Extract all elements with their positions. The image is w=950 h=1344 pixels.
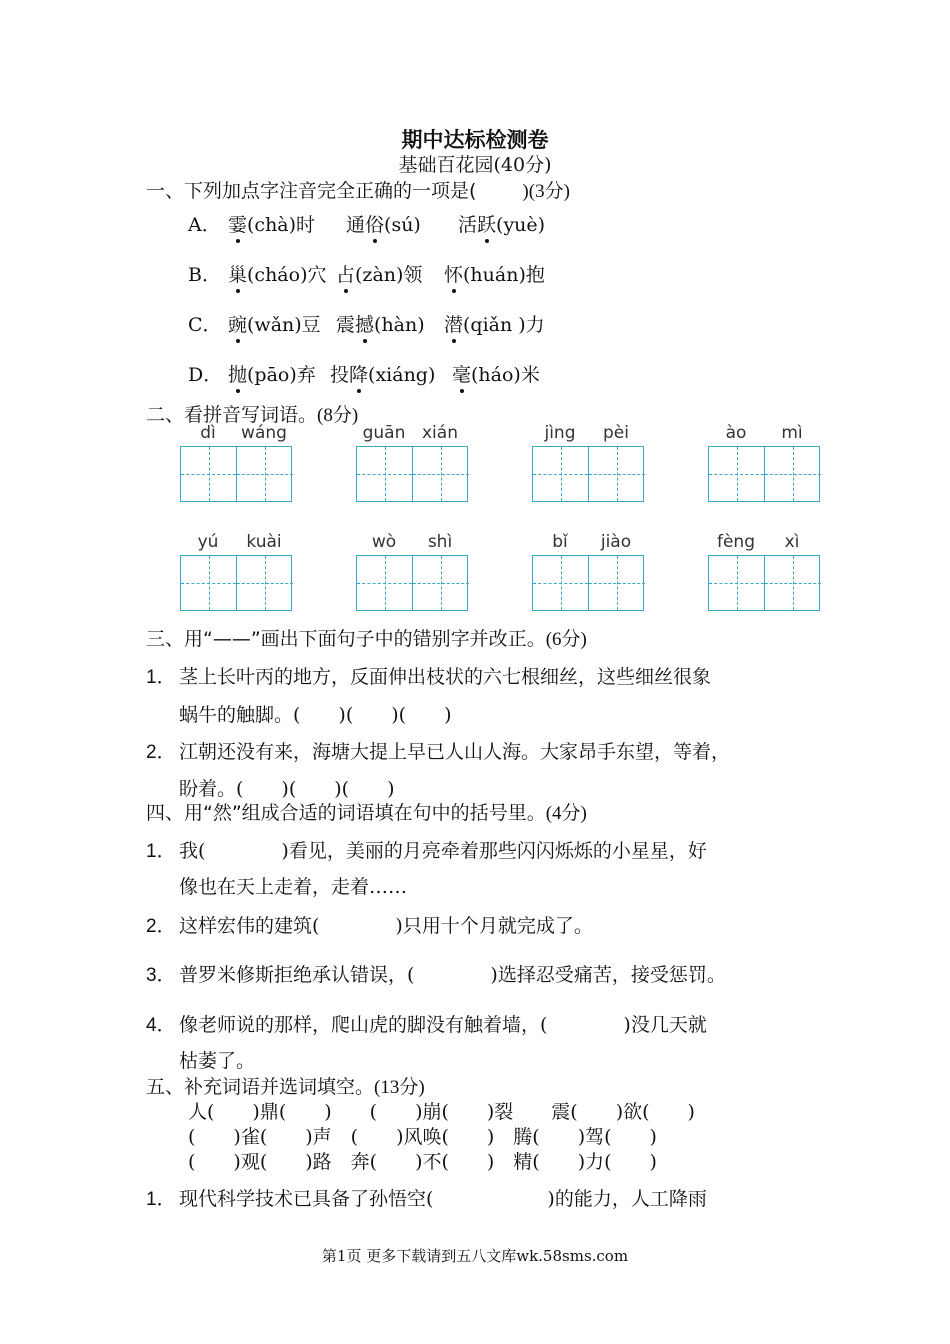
pinyin-syllable: xián [422, 423, 458, 443]
writing-cell[interactable] [181, 447, 237, 501]
plain-char: 震 [336, 314, 356, 336]
writing-cell[interactable] [413, 556, 469, 610]
section-4-points: (4分) [545, 803, 587, 824]
dotted-char: 抛 [228, 360, 247, 387]
dotted-char: 潜 [444, 310, 463, 337]
guide-line [533, 474, 588, 475]
guide-line [765, 583, 821, 584]
section-3-heading-text: 三、用“——”画出下面句子中的错别字并改正。 [146, 628, 546, 650]
s3-q2-line2: 盼着。( )( )( ) [179, 778, 395, 800]
pinyin-syllable: dì [200, 423, 216, 443]
s4-q1-line2: 像也在天上走着，走着…… [179, 876, 408, 898]
pinyin-syllable: wáng [241, 423, 287, 443]
option-B-word-2 [336, 260, 422, 287]
writing-cell[interactable] [589, 447, 645, 501]
pinyin-text: (xiáng) [368, 364, 436, 386]
writing-cell[interactable] [765, 556, 821, 610]
s5-q1-line1: 现代科学技术已具备了孙悟空( )的能力，人工降雨 [179, 1188, 707, 1210]
writing-grid[interactable] [356, 446, 468, 502]
guide-line [709, 474, 764, 475]
page-title: 期中达标检测卷 [401, 128, 549, 152]
section-5-heading [146, 1072, 425, 1099]
pinyin-text: (huán)抱 [463, 264, 545, 286]
writing-cell[interactable] [709, 447, 765, 501]
section-5-heading-text: 五、补充词语并选词填空。 [146, 1076, 375, 1098]
s4-q3-number: 3． [146, 965, 176, 986]
option-C-word-1 [228, 310, 321, 337]
s5-word-row-1: 人( )鼎( ) ( )崩( )裂 震( )欲( ) [188, 1101, 695, 1123]
guide-line [357, 474, 412, 475]
dotted-char: 怀 [444, 260, 463, 287]
pinyin-syllable: pèi [603, 423, 629, 443]
dotted-char: 占 [336, 260, 355, 287]
option-D-word-1 [228, 360, 316, 387]
section-3-points: (6分) [545, 629, 587, 650]
pinyin-syllable: shì [427, 532, 453, 552]
option-A-word-3 [458, 210, 545, 237]
pinyin-syllable: mì [781, 423, 803, 443]
guide-line [357, 583, 412, 584]
plain-char: 活 [458, 214, 478, 236]
option-C-word-2 [336, 310, 425, 337]
section-1-heading-text: 一、下列加点字注音完全正确的一项是( [146, 180, 477, 202]
guide-line [533, 583, 588, 584]
section-1-points: )(3分) [522, 181, 570, 202]
option-B-word-3 [444, 260, 545, 287]
s3-q1-line2: 蜗牛的触脚。( )( )( ) [179, 704, 452, 726]
writing-grid[interactable] [532, 446, 644, 502]
writing-cell[interactable] [589, 556, 645, 610]
section-2-points: (8分) [317, 405, 359, 426]
s5-word-row-3: ( )观( )路 奔( )不( ) 精( )力( ) [188, 1151, 657, 1173]
section-5-points: (13分) [374, 1077, 425, 1098]
writing-cell[interactable] [533, 556, 589, 610]
writing-grid[interactable] [708, 555, 820, 611]
section-4-heading-text: 四、用“然”组成合适的词语填在句中的括号里。 [146, 802, 546, 824]
s4-q3-line1: 普罗米修斯拒绝承认错误，( )选择忍受痛苦，接受惩罚。 [179, 964, 726, 986]
writing-grid[interactable] [180, 555, 292, 611]
pinyin-syllable: bǐ [552, 532, 568, 552]
page-footer: 第1页 更多下载请到五八文库wk.58sms.com [321, 1247, 629, 1265]
writing-cell[interactable] [709, 556, 765, 610]
s3-q2-number: 2． [146, 742, 176, 763]
pinyin-text: (qiǎn )力 [463, 314, 545, 336]
guide-line [413, 474, 469, 475]
option-B-word-1 [228, 260, 327, 287]
s3-q1-line1: 茎上长叶丙的地方，反面伸出枝状的六七根细丝，这些细丝很象 [179, 666, 712, 688]
pinyin-text: (sú) [384, 214, 421, 236]
writing-cell[interactable] [533, 447, 589, 501]
pinyin-syllable: guān [362, 423, 406, 443]
dotted-char: 巢 [228, 260, 247, 287]
writing-cell[interactable] [237, 556, 293, 610]
pinyin-syllable: wò [371, 532, 397, 552]
writing-grid[interactable] [708, 446, 820, 502]
pinyin-syllable: xì [784, 532, 800, 552]
guide-line [181, 583, 236, 584]
s4-q2-number: 2． [146, 916, 176, 937]
option-A-word-1 [228, 210, 315, 237]
s4-q4-line1: 像老师说的那样，爬山虎的脚没有触着墙，( )没几天就 [179, 1014, 707, 1036]
writing-cell[interactable] [237, 447, 293, 501]
section-4-heading [146, 798, 587, 825]
section-2-heading-text: 二、看拼音写词语。 [146, 404, 318, 426]
plain-char: 投 [330, 364, 350, 386]
writing-cell[interactable] [181, 556, 237, 610]
dotted-char: 俗 [365, 210, 384, 237]
dotted-char: 霎 [228, 210, 247, 237]
guide-line [765, 474, 821, 475]
pinyin-syllable: jiào [600, 532, 632, 552]
option-B-label: B． [188, 264, 221, 286]
guide-line [709, 583, 764, 584]
writing-cell[interactable] [413, 447, 469, 501]
pinyin-text: (hàn) [374, 314, 425, 336]
option-D-label: D． [188, 364, 223, 386]
option-A-label: A． [188, 214, 221, 236]
option-D-word-2 [330, 360, 435, 387]
guide-line [589, 583, 645, 584]
s5-word-row-2: ( )雀( )声 ( )风唤( ) 腾( )驾( ) [188, 1126, 657, 1148]
option-D-word-3 [452, 360, 540, 387]
section-1-heading [146, 176, 570, 203]
dotted-char: 跃 [477, 210, 496, 237]
pinyin-text: (zàn)领 [355, 264, 423, 286]
option-C-label: C． [188, 314, 222, 336]
dotted-char: 撼 [355, 310, 374, 337]
pinyin-text: (chà)时 [247, 214, 316, 236]
pinyin-syllable: ào [725, 423, 747, 443]
writing-grid[interactable] [356, 555, 468, 611]
plain-char: 通 [346, 214, 366, 236]
guide-line [237, 474, 293, 475]
page-subtitle: 基础百花园(40分) [398, 154, 552, 176]
dotted-char: 毫 [452, 360, 471, 387]
pinyin-syllable: fèng [716, 532, 755, 552]
pinyin-syllable: jìng [544, 423, 576, 443]
section-3-heading [146, 624, 587, 651]
pinyin-text: (pāo)弃 [247, 364, 316, 386]
s4-q1-number: 1． [146, 841, 176, 862]
dotted-char: 豌 [228, 310, 247, 337]
pinyin-text: (háo)米 [471, 364, 540, 386]
writing-grid[interactable] [180, 446, 292, 502]
pinyin-syllable: yú [197, 532, 219, 552]
s4-q4-line2: 枯萎了。 [179, 1050, 256, 1072]
writing-cell[interactable] [765, 447, 821, 501]
guide-line [237, 583, 293, 584]
pinyin-text: (wǎn)豆 [247, 314, 321, 336]
pinyin-text: (yuè) [496, 214, 546, 236]
guide-line [589, 474, 645, 475]
dotted-char: 降 [349, 360, 368, 387]
writing-grid[interactable] [532, 555, 644, 611]
s4-q1-line1: 我( )看见，美丽的月亮牵着那些闪闪烁烁的小星星，好 [179, 840, 707, 862]
guide-line [413, 583, 469, 584]
pinyin-text: (cháo)穴 [247, 264, 327, 286]
s4-q4-number: 4． [146, 1015, 176, 1036]
pinyin-syllable: kuài [246, 532, 282, 552]
s3-q2-line1: 江朝还没有来，海塘大提上早已人山人海。大家昂手东望，等着， [179, 741, 731, 763]
guide-line [181, 474, 236, 475]
s3-q1-number: 1． [146, 667, 176, 688]
s4-q2-line1: 这样宏伟的建筑( )只用十个月就完成了。 [179, 915, 593, 937]
option-A-word-2 [346, 210, 421, 237]
s5-q1-number: 1． [146, 1189, 176, 1210]
option-C-word-3 [444, 310, 545, 337]
writing-cell[interactable] [357, 556, 413, 610]
writing-cell[interactable] [357, 447, 413, 501]
